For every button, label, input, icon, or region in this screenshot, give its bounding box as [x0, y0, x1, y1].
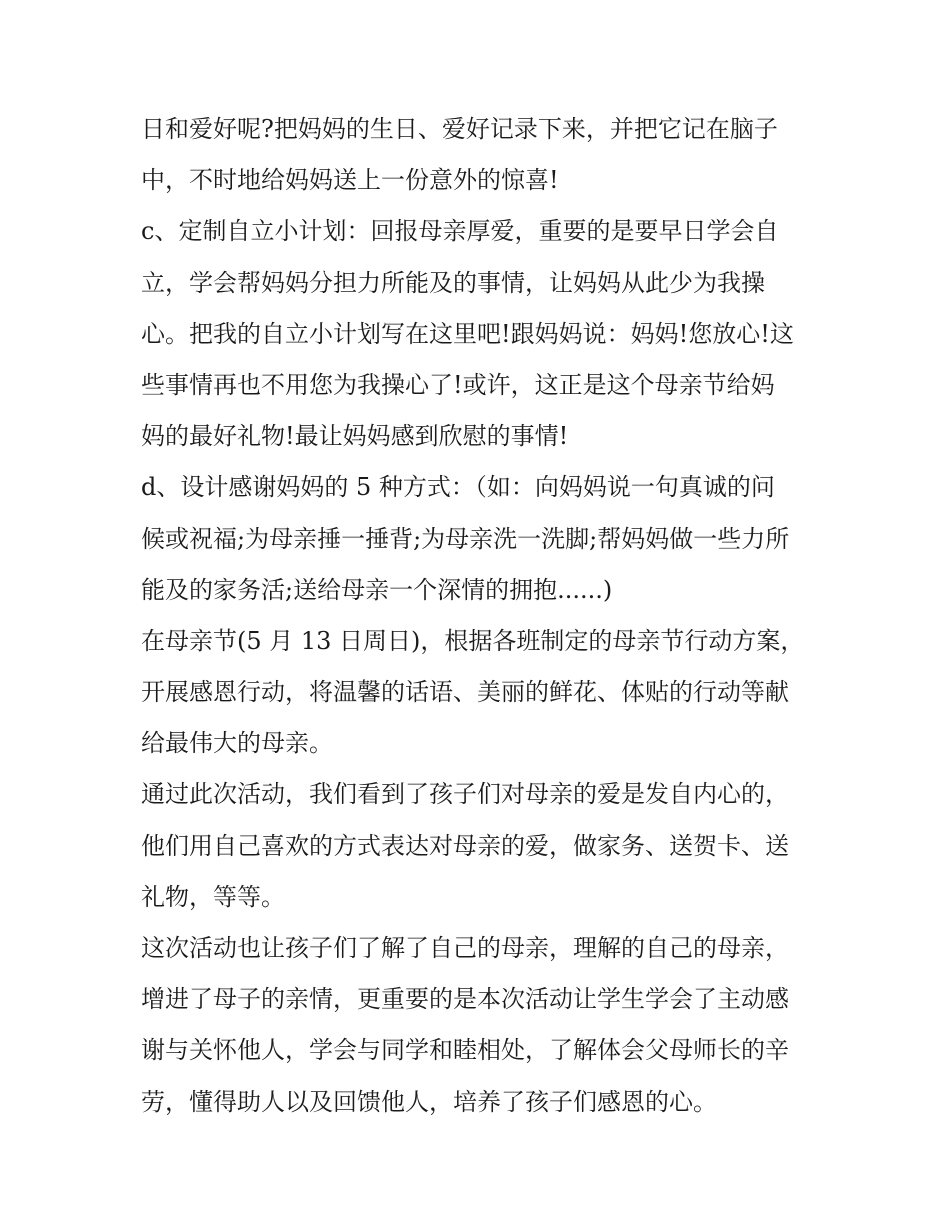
text-line: 日和爱好呢?把妈妈的生日、爱好记录下来，并把它记在脑子 [141, 115, 778, 143]
text-line: 增进了母子的亲情，更重要的是本次活动让学生学会了主动感 [141, 985, 789, 1014]
text-line: 能及的家务活;送给母亲一个深情的拥抱......) [141, 575, 613, 604]
text-line: c、定制自立小计划：回报母亲厚爱，重要的是要早日学会自 [141, 217, 779, 246]
text-line: 这次活动也让孩子们了解了自己的母亲，理解的自己的母亲， [141, 934, 789, 962]
text-line: 开展感恩行动，将温馨的话语、美丽的鲜花、体贴的行动等献 [141, 678, 789, 707]
text-line: 给最伟大的母亲。 [141, 729, 333, 758]
text-line: 心。把我的自立小计划写在这里吧!跟妈妈说：妈妈!您放心!这 [141, 319, 794, 348]
text-line: 劳，懂得助人以及回馈他人，培养了孩子们感恩的心。 [141, 1087, 717, 1116]
text-line: 些事情再也不用您为我操心了!或许，这正是这个母亲节给妈 [141, 370, 775, 399]
document-body [141, 104, 821, 1128]
text-line: 谢与关怀他人，学会与同学和睦相处，了解体会父母师长的辛 [141, 1036, 789, 1065]
text-line: 中，不时地给妈妈送上一份意外的惊喜! [141, 166, 559, 195]
text-line: 在母亲节(5 月 13 日周日)，根据各班制定的母亲节行动方案， [141, 626, 805, 655]
text-line: d、设计感谢妈妈的 5 种方式：（如：向妈妈说一句真诚的问 [141, 473, 775, 502]
text-line: 他们用自己喜欢的方式表达对母亲的爱，做家务、送贺卡、送 [141, 831, 789, 860]
text-line: 通过此次活动，我们看到了孩子们对母亲的爱是发自内心的， [141, 780, 789, 809]
text-line: 候或祝福;为母亲捶一捶背;为母亲洗一洗脚;帮妈妈做一些力所 [141, 524, 790, 553]
text-line: 妈的最好礼物!最让妈妈感到欣慰的事情! [141, 422, 569, 451]
text-line: 礼物，等等。 [141, 882, 285, 911]
text-line: 立，学会帮妈妈分担力所能及的事情，让妈妈从此少为我操 [141, 268, 765, 297]
